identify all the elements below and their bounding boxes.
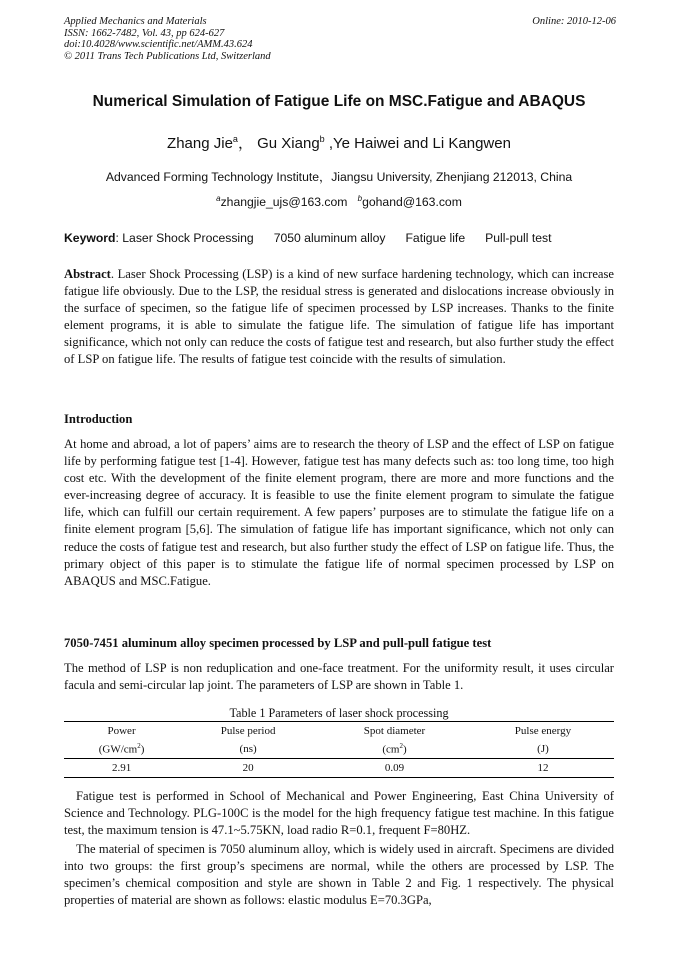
journal-issn: ISSN: 1662-7482, Vol. 43, pp 624-627 [64,27,225,39]
email-a[interactable]: zhangjie_ujs@163.com [220,195,348,210]
paper-title: Numerical Simulation of Fatigue Life on MSC.Fatigue and ABAQUS [92,93,586,110]
online-date: Online: 2010-12-06 [532,16,616,27]
email-a-mark: a [216,194,221,203]
table-header-cell: Pulse energy [472,722,614,741]
author-2-affil-mark: b [319,134,325,144]
table-header-cell: Spot diameter [317,722,472,741]
author-2: Gu Xiang [257,135,320,152]
fatigue-test-paragraph: Fatigue test is performed in School of Mechanical and Power Engineering, East China University of Science and Technology. PLG-100C is the model for the high frequency fatigue test machine. In this fatigue test, the maximum tension is 47.1~5.75KN, load radio R=0.1, frequent F=80HZ. [64,789,614,838]
material-paragraph: The material of specimen is 7050 aluminum alloy, which is widely used in aircraft. Specimens are divided into two groups: the first group’s specimens are normal, while the others are processed by LSP. The specimen’s chemical composition and style are shown in Table 2 and Fig. 1 respectively. The physical properties of material are shown as follows: elastic modulus E=70.3GPa, [64,842,614,908]
keyword-item: Fatigue life [405,231,466,245]
journal-doi[interactable]: doi:10.4028/www.scientific.net/AMM.43.624 [64,39,253,51]
table-unit-cell [317,740,472,759]
table-unit-cell [472,740,614,759]
journal-name: Applied Mechanics and Materials [64,16,207,27]
affiliation: Advanced Forming Technology Institute，Jiangsu University, Zhenjiang 212013, China [105,170,573,184]
unit-base: (J) [537,743,549,755]
table-value-row [64,759,614,778]
table-1-caption: Table 1 Parameters of laser shock processing [229,706,449,720]
table-header-cell: Power [64,722,179,741]
table-unit-cell [64,740,179,759]
journal-header [64,16,616,62]
abstract-paragraph [64,266,614,369]
table-value-cell: 2.91 [64,759,179,778]
abstract-label: Abstract [64,267,111,281]
unit-sup: 2 [399,742,403,751]
author-separator: ， [237,135,253,152]
unit-base: (GW/cm [98,743,138,756]
introduction-paragraph: At home and abroad, a lot of papers’ aims are to research the theory of LSP and the effect of LSP on fatigue life by performing fatigue test [1-4]. However, fatigue test has many defects such as: too long time, too high cost etc. With the development of the finite element program, there are more and more functions and the ever-increasing degree of accuracy. It is feasible to use the finite element program to simulate the fatigue life, which can fulfill our certain requirement. A few papers’ purposes are to stimulate the fatigue life on a finite element program [5,6]. The simulation of fatigue life has important significance, which not only can reduce the costs of fatigue test and research, but also further study the effect of LSP on fatigue life. Thus, the primary object of this paper is to stimulate the fatigue life of normal specimen processed by LSP on ABAQUS and MSC.Fatigue. [64,437,614,588]
author-line [40,132,638,153]
unit-base: (cm [382,743,400,756]
email-b[interactable]: gohand@163.com [362,195,462,210]
author-rest: ,Ye Haiwei and Li Kangwen [324,135,511,152]
table-unit-cell [179,740,317,759]
journal-copyright: © 2011 Trans Tech Publications Ltd, Switzerland [64,50,271,62]
unit-tail: ) [402,743,407,756]
author-1-affil-mark: a [232,134,238,144]
unit-tail: ) [140,743,145,756]
section-specimen-paragraph: The method of LSP is non reduplication and one-face treatment. For the uniformity result, it uses circular facula and semi-circular lap joint. The parameters of LSP are shown in Table 1. [64,661,614,693]
section-heading-specimen: 7050-7451 aluminum alloy specimen processed by LSP and pull-pull fatigue test [64,636,492,650]
email-b-mark: b [357,194,363,203]
author-1: Zhang Jie [167,135,233,152]
unit-sup: 2 [137,742,141,751]
table-1 [64,721,614,778]
table-value-cell: 12 [472,759,614,778]
keyword-item: Laser Shock Processing [122,231,254,245]
introduction-heading: Introduction [64,412,133,426]
keyword-item: Pull-pull test [485,231,552,245]
keyword-item: 7050 aluminum alloy [273,231,386,245]
abstract-text: . Laser Shock Processing (LSP) is a kind of new surface hardening technology, which can increase fatigue life obviously. Due to the LSP, the residual stress is generated and dislocations increase obviously in the surface of specimen, so the fatigue life of specimen processed by LSP increases. Thanks to the finite element programs, it is able to simulate the fatigue life. The simulation of fatigue life has important significance, which not only can reduce the costs of fatigue test and research, but also further study the effect of LSP on fatigue life. The results of fatigue test coincide with the results of simulation. [64,267,614,367]
table-units-row [64,740,614,759]
author-emails [40,194,638,209]
table-value-cell: 20 [179,759,317,778]
table-header-cell: Pulse period [179,722,317,741]
keywords-label: Keyword [64,231,116,245]
keywords-sep: : [115,231,123,245]
unit-base: (ns) [239,743,257,755]
keywords-line [64,231,552,245]
table-value-cell: 0.09 [317,759,472,778]
table-header-row [64,722,614,741]
